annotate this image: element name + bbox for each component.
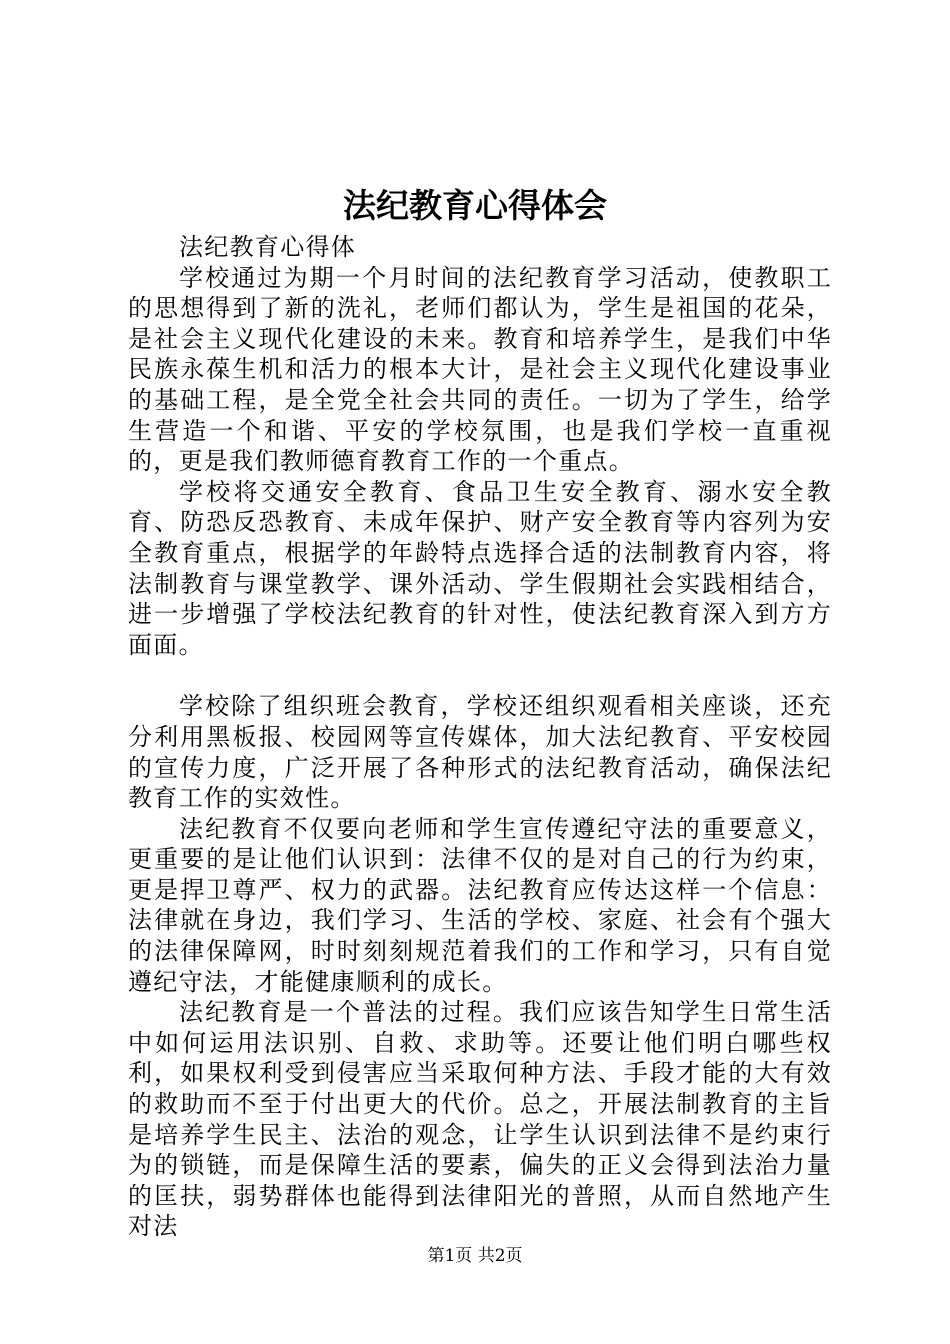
document-body — [128, 232, 832, 1242]
paragraph-subtitle: 法纪教育心得体 — [179, 233, 357, 261]
paragraph-4: 法纪教育不仅要向老师和学生宣传遵纪守法的重要意义，更重要的是让他们认识到：法律不仅的是对自己的行为约束，更是捍卫尊严、权力的武器。法纪教育应传达这样一个信息：法律就在身边，我们学习、生活的学校、家庭、社会有个强大的法律保障网，时时刻刻规范着我们的工作和学习，只有自觉遵纪守法，才能健康顺利的成长。 — [128, 814, 832, 996]
page-number-footer: 第1页 共2页 — [427, 1246, 523, 1266]
document-title: 法纪教育心得体会 — [343, 186, 607, 225]
paragraph-3: 学校除了组织班会教育，学校还组织观看相关座谈，还充分利用黑板报、校园网等宣传媒体，加大法纪教育、平安校园的宣传力度，广泛开展了各种形式的法纪教育活动，确保法纪教育工作的实效性。 — [128, 692, 832, 813]
paragraph-1: 学校通过为期一个月时间的法纪教育学习活动，使教职工的思想得到了新的洗礼，老师们都认为，学生是祖国的花朵，是社会主义现代化建设的未来。教育和培养学生，是我们中华民族永葆生机和活力的根本大计，是社会主义现代化建设事业的基础工程，是全党全社会共同的责任。一切为了学生，给学生营造一个和谐、平安的学校氛围，也是我们学校一直重视的，更是我们教师德育教育工作的一个重点。 — [128, 263, 832, 476]
paragraph-2: 学校将交通安全教育、食品卫生安全教育、溺水安全教育、防恐反恐教育、未成年保护、财产安全教育等内容列为安全教育重点，根据学的年龄特点选择合适的法制教育内容，将法制教育与课堂教学、课外活动、学生假期社会实践相结合，进一步增强了学校法纪教育的针对性，使法纪教育深入到方方面面。 — [128, 477, 832, 659]
paragraph-5: 法纪教育是一个普法的过程。我们应该告知学生日常生活中如何运用法识别、自救、求助等。还要让他们明白哪些权利，如果权利受到侵害应当采取何种方法、手段才能的大有效的救助而不至于付出更大的代价。总之，开展法制教育的主旨是培养学生民主、法治的观念，让学生认识到法律不是约束行为的锁链，而是保障生活的要素，偏失的正义会得到法治力量的匡扶，弱势群体也能得到法律阳光的普照，从而自然地产生对法 — [128, 998, 832, 1241]
